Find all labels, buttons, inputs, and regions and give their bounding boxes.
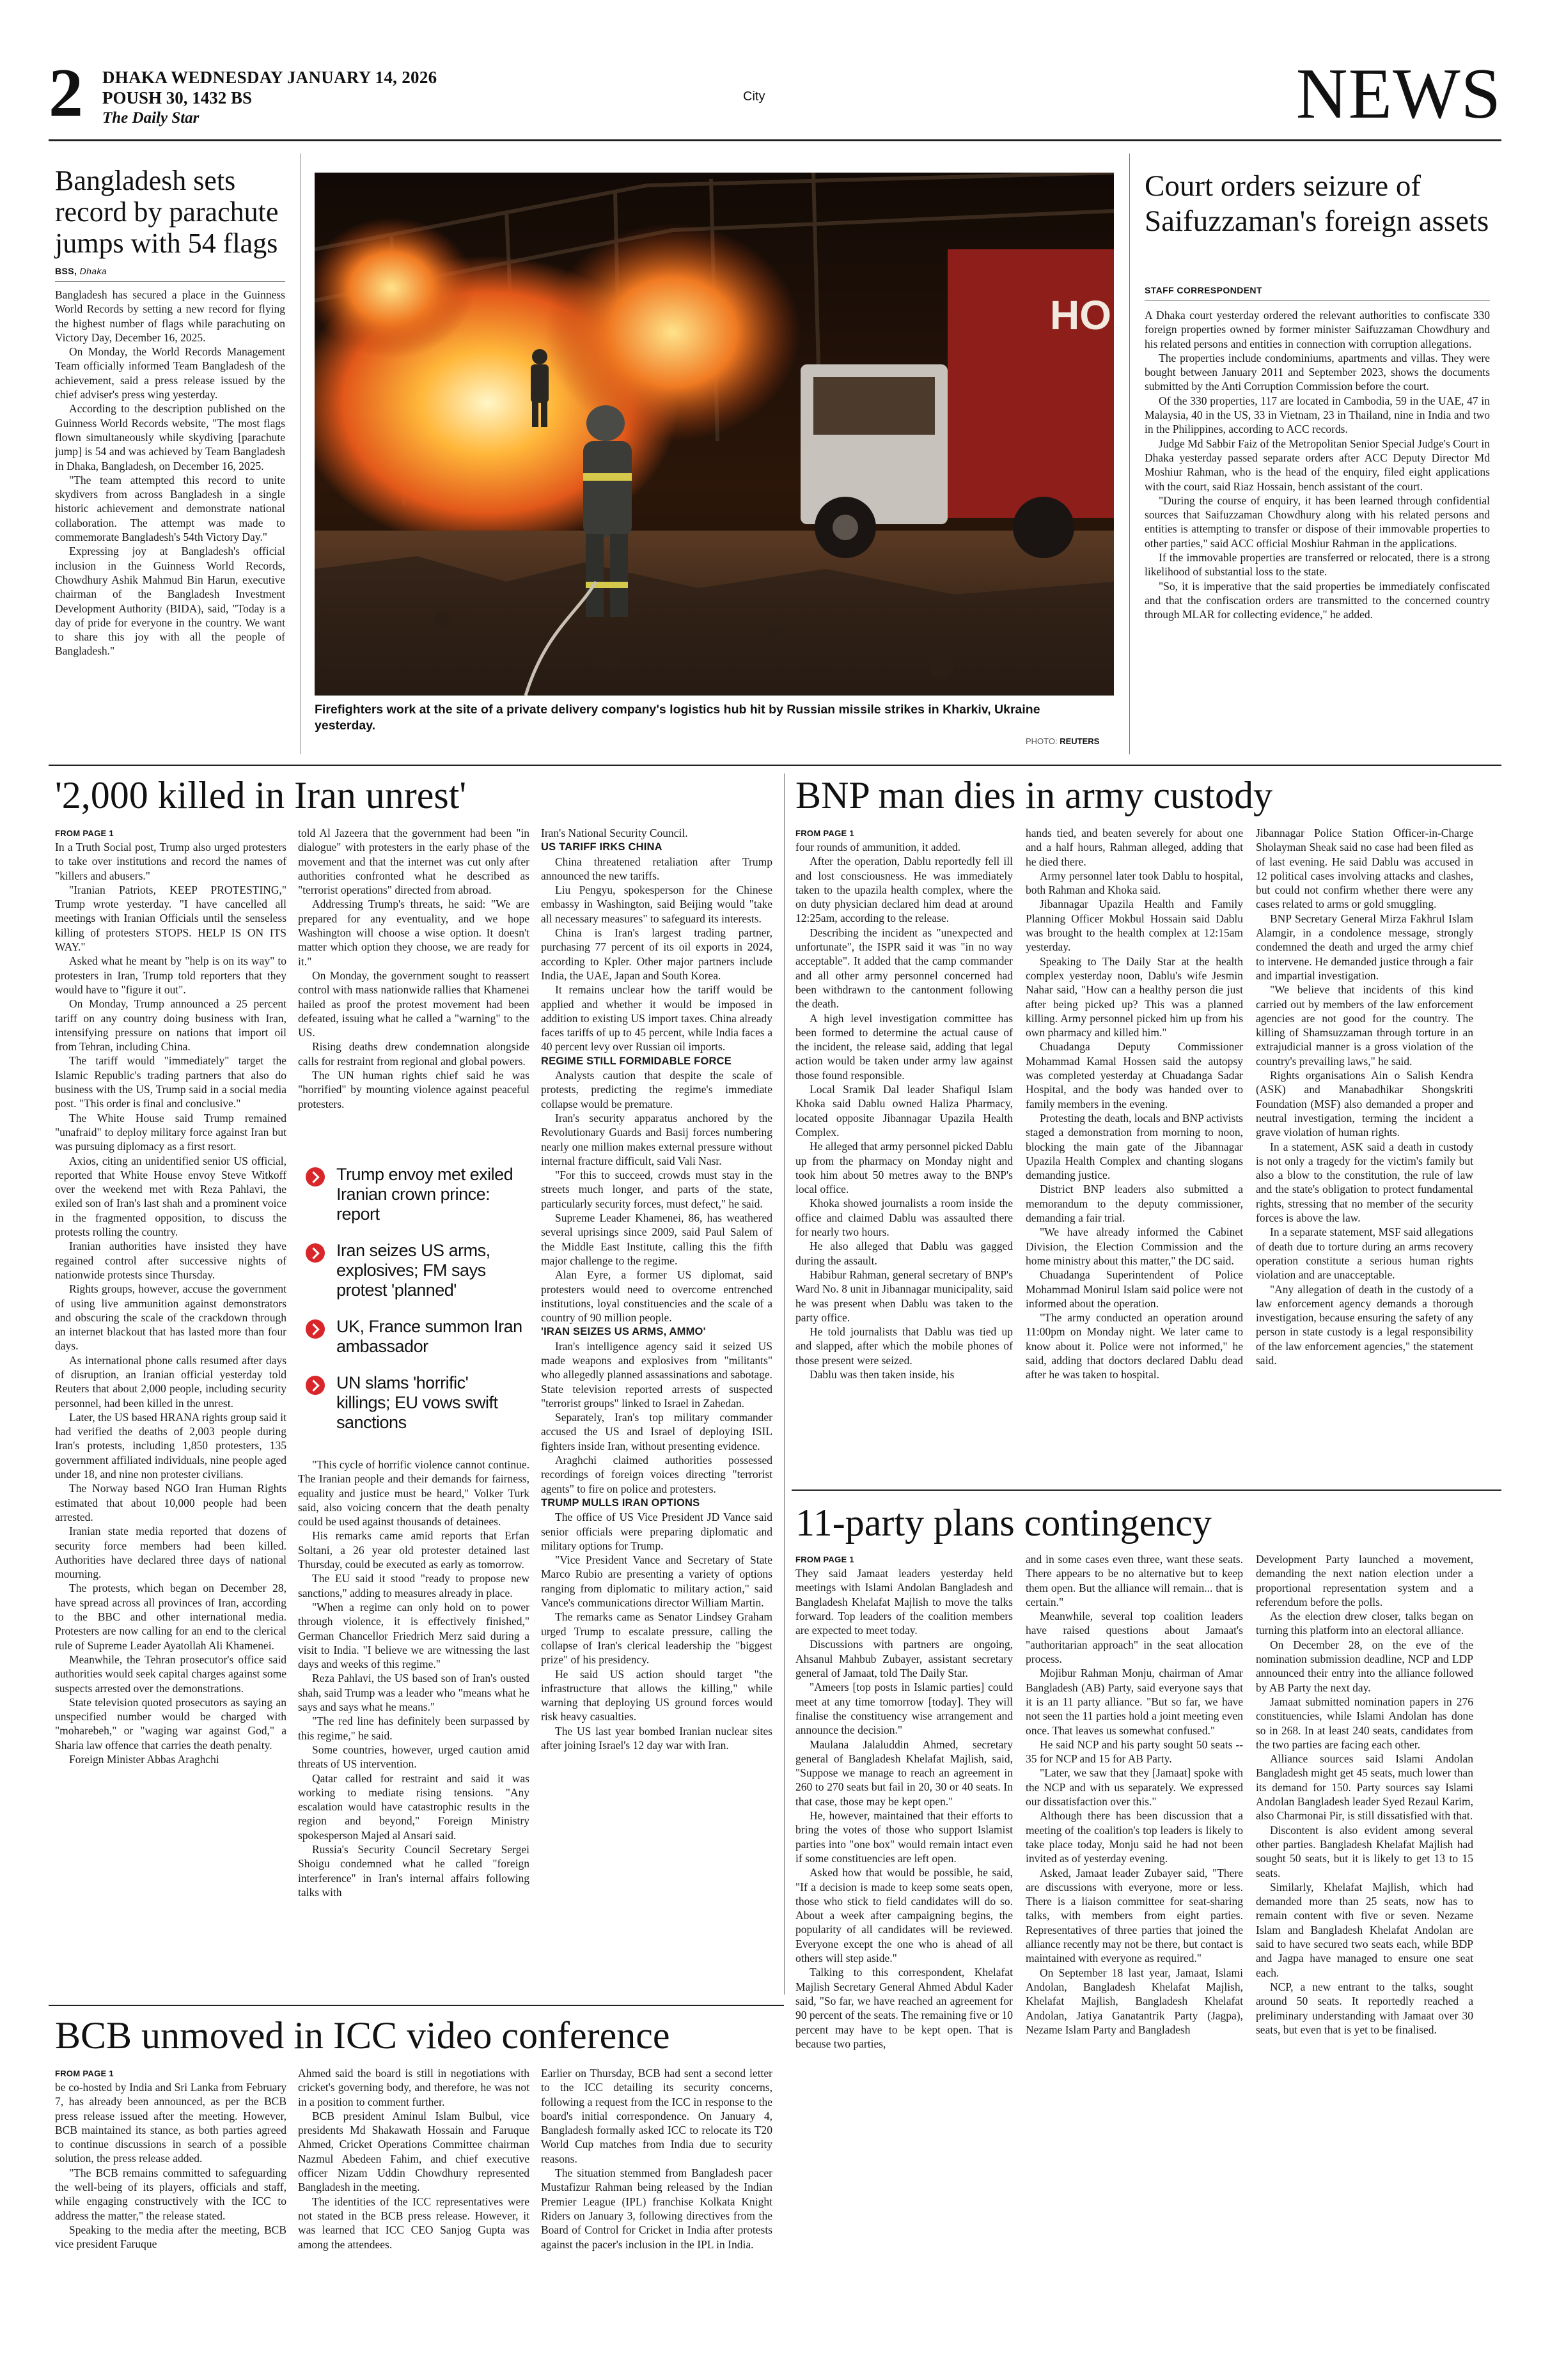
- paragraph: As international phone calls resumed after days of disruption, an Iranian official yesterday told Reuters that about 2,000 people, including security personnel, had been killed in the unrest.: [55, 1353, 286, 1410]
- photo-credit-source: REUTERS: [1060, 736, 1100, 746]
- paragraph: "This cycle of horrific violence cannot continue. The Iranian people and their demands for fairness, equality and justice must be heard," Volker Turk said, also voicing concern that the death penalty could be used against thousands of detainees.: [298, 1458, 529, 1528]
- arrow-icon: [306, 1319, 325, 1339]
- section-label: City: [743, 89, 765, 104]
- paragraph: It remains unclear how the tariff would be applied and whether it would be imposed in addition to existing US import taxes. China already faces tariffs of up to 45 percent, while India faces a 40 percent levy over Russian oil imports.: [541, 983, 772, 1054]
- related-item[interactable]: [306, 1241, 523, 1300]
- paragraph: Qatar called for restraint and said it was working to mediate rising tensions. "Any escalation would have catastrophic results in the region and beyond," Foreign Ministry spokesperson Majed al Ansari said.: [298, 1771, 529, 1842]
- paragraph: Bangladesh has secured a place in the Guinness World Records by setting a new record for flying the highest number of flags while parachuting on Victory Day, December 16, 2025.: [55, 288, 285, 344]
- paragraph: "When a regime can only hold on to power through violence, it is effectively finished," German Chancellor Friedrich Merz said during a visit to India. "I believe we are witnessing the last days and weeks of this regime.": [298, 1600, 529, 1671]
- paragraph: He said US action should target "the infrastructure that allows the killing," while warning that deploying US ground forces would risk heavy casualties.: [541, 1667, 772, 1723]
- paragraph: State television quoted prosecutors as saying an unspecified number would be charged with "moharebeh," or "waging war against God," a Sharia law offence that carries the death penalty.: [55, 1695, 286, 1752]
- paragraph: Analysts caution that despite the scale of protests, predicting the regime's immediate collapse would be premature.: [541, 1069, 772, 1110]
- paragraph: "The team attempted this record to unite skydivers from across Bangladesh in a single historic achievement and demonstrate national collaboration. The attempt was made to commemorate Bangladesh's 54th Victory Day.": [55, 473, 285, 544]
- arrow-icon: [306, 1243, 325, 1263]
- paragraph: "We have already informed the Cabinet Division, the Election Commission and the home ministry about this matter," the DC said.: [1026, 1225, 1243, 1267]
- paragraph: He said NCP and his party sought 50 seats -- 35 for NCP and 15 for AB Party.: [1026, 1738, 1243, 1766]
- paragraph: The protests, which began on December 28, have spread across all provinces of Iran, according to the BBC and other international media. Protesters are now calling for an end to the clerical rule of Supreme Leader Ayatollah Ali Khamenei.: [55, 1582, 286, 1652]
- paragraph: Reza Pahlavi, the US based son of Iran's ousted shah, said Trump was a leader who "means what he says and says what he means.": [298, 1672, 529, 1714]
- paragraph: The US last year bombed Iranian nuclear sites after joining Israel's 12 day war with Iran.: [541, 1724, 772, 1752]
- court-headline: Court orders seizure of Saifuzzaman's foreign assets: [1145, 169, 1489, 238]
- paragraph: Speaking to the media after the meeting, BCB vice president Faruque: [55, 2223, 286, 2251]
- paragraph: Asked how that would be possible, he said, "If a decision is made to keep some seats open, those who stick to field candidates will do so. About a week after campaigning begins, the popularity of all candidates will be reviewed. Everyone except the one who is ahead of all others will step aside.": [795, 1866, 1013, 1965]
- paragraph: Asked, Jamaat leader Zubayer said, "There are discussions with everyone, more or less. There is a liaison committee for seat-sharing talks, with members from eight parties. Representatives of three parties that joined the alliance recently may not be there, but contact is maintained with everyone as required.": [1026, 1866, 1243, 1965]
- paragraph: The identities of the ICC representatives were not stated in the BCB press release. However, it was learned that ICC CEO Sanjog Gupta was among the attendees.: [298, 2195, 529, 2251]
- paragraph: Iran's security apparatus anchored by the Revolutionary Guards and Basij forces numbering nearly one million makes external pressure without internal fracture difficult, said Vali Nasr.: [541, 1111, 772, 1167]
- paragraph: If the immovable properties are transferred or relocated, there is a strong likelihood of substantial loss to the state.: [1145, 551, 1490, 579]
- paragraph: A high level investigation committee has been formed to determine the actual cause of the incident, the release said, adding that legal action would be taken under army law against those found responsible.: [795, 1011, 1013, 1082]
- paragraph: Rights organisations Ain o Salish Kendra (ASK) and Manabadhikar Shongskriti Foundation (MSF) also demanded a proper and neutral investigation, terming the incident a grave violation of human rights.: [1256, 1069, 1473, 1139]
- paragraph: Similarly, Khelafat Majlish, which had demanded more than 25 seats, now has to remain content with five or seven. Nezame Islam and Bangladesh Khelafat Andolan are said to have secured two seats each, while BDP and Jagpa have managed to ensure one seat each.: [1256, 1880, 1473, 1979]
- paragraph: "Ameers [top posts in Islamic parties] could meet at any time tomorrow [today]. They will finalise the constituency wise arrangement and announce the decision.": [795, 1681, 1013, 1737]
- iran-headline: '2,000 killed in Iran unrest': [55, 774, 467, 816]
- paragraph: They said Jamaat leaders yesterday held meetings with Islami Andolan Bangladesh and Bangladesh Khelafat Majlish to move the talks forward. Top leaders of the coalition members are expected to meet today.: [795, 1567, 1013, 1637]
- paragraph: He told journalists that Dablu was tied up and slapped, after which the mobile phones of those present were seized.: [795, 1325, 1013, 1367]
- paragraph: Development Party launched a movement, demanding the next nation election under a proportional representation system and a referendum before the polls.: [1256, 1553, 1473, 1608]
- court-byline: STAFF CORRESPONDENT: [1145, 285, 1262, 295]
- paragraph: China is Iran's largest trading partner, purchasing 77 percent of its oil exports in 2024, according to Kpler. Other major partners include India, the UAE, Japan and South Korea.: [541, 926, 772, 982]
- paragraph: "The BCB remains committed to safeguarding the well-being of its players, officials and staff, while engaging constructively with the ICC to address the matter," the release stated.: [55, 2166, 286, 2222]
- paragraph: Chuadanga Superintendent of Police Mohammad Monirul Islam said police were not informed about the operation.: [1026, 1268, 1243, 1310]
- related-box: [306, 1165, 523, 1446]
- paragraph: Foreign Minister Abbas Araghchi: [69, 1753, 219, 1766]
- paragraph: Some countries, however, urged caution amid threats of US intervention.: [298, 1743, 529, 1771]
- bnp-from-label: FROM PAGE 1: [795, 828, 854, 838]
- party-headline: 11-party plans contingency: [795, 1502, 1212, 1544]
- paragraph: The tariff would "immediately" target the Islamic Republic's trading partners that also do business with the US, Trump said in a social media post. "This order is final and conclusive.": [55, 1054, 286, 1110]
- photo-credit-label: PHOTO:: [1026, 736, 1058, 746]
- paragraph: Army personnel later took Dablu to hospital, both Rahman and Khoka said.: [1026, 869, 1243, 897]
- paragraph: Describing the incident as "unexpected and unfortunate", the ISPR said it was "in no way acceptable". It added that the camp commander and all other army personnel concerned had been withdrawn to the cantonment following the death.: [795, 926, 1013, 1011]
- related-item[interactable]: [306, 1317, 523, 1357]
- iran-column-2-top: [298, 826, 529, 1162]
- paragraph: On December 28, on the eve of the nomination submission deadline, NCP and LDP announced their entry into the alliance followed by AB Party the next day.: [1256, 1638, 1473, 1694]
- paragraph: On Monday, the government sought to reassert control with mass nationwide rallies that Khamenei hailed as proof the protest movement had been defeated, issuing what he called a "warning" to the US.: [298, 968, 529, 1039]
- vertical-divider-middle: [784, 774, 785, 1995]
- paragraph: Iranian authorities have insisted they have regained control after successive nights of nationwide protests since Thursday.: [55, 1240, 286, 1281]
- parachute-headline: Bangladesh sets record by parachute jumps with 54 flags: [55, 165, 279, 259]
- paragraph: "The army conducted an operation around 11:00pm on Monday night. We later came to know about it. Police were not informed," he said, adding that doctors declared Dablu dead after he was taken to hospital.: [1026, 1311, 1243, 1381]
- party-column-1: [795, 1566, 1013, 2341]
- subhead: TRUMP MULLS IRAN OPTIONS: [541, 1497, 700, 1509]
- bnp-headline: BNP man dies in army custody: [795, 774, 1273, 816]
- paragraph: Alan Eyre, a former US diplomat, said protesters would need to overcome entrenched institutions, loyal constituencies and the scale of a country of 90 million people.: [541, 1268, 772, 1325]
- bcb-column-1: [55, 2080, 286, 2349]
- dateline: DHAKA WEDNESDAY JANUARY 14, 2026: [102, 68, 437, 87]
- iran-from-label: FROM PAGE 1: [55, 828, 114, 838]
- related-item-label: Trump envoy met exiled Iranian crown prince: report: [336, 1165, 513, 1224]
- paragraph: "We believe that incidents of this kind carried out by members of the law enforcement agencies are not good for the country. The killing of Shamsuzzaman through torture in an extrajudicial manner is a gross violation of the country's prevailing laws," he said.: [1256, 983, 1473, 1068]
- arrow-icon: [306, 1376, 325, 1395]
- paragraph: Liu Pengyu, spokesperson for the Chinese embassy in Washington, said Beijing would "take all necessary measures" to safeguard its interests.: [541, 883, 772, 925]
- fire-small: [315, 217, 474, 358]
- subhead: REGIME STILL FORMIDABLE FORCE: [541, 1055, 732, 1067]
- fire-photo: [315, 173, 1114, 696]
- paragraph: Judge Md Sabbir Faiz of the Metropolitan Senior Special Judge's Court in Dhaka yesterday passed separate orders after ACC Deputy Director Md Moshiur Rahman, who is the head of the enquiry, filed eight applications with the court, said Riaz Hossain, bench assistant of the court.: [1145, 437, 1490, 493]
- svg-text:HO: HO: [1050, 292, 1111, 338]
- section-title: NEWS: [1296, 54, 1501, 134]
- paragraph: District BNP leaders also submitted a memorandum to the deputy commissioner, demanding a fair trial.: [1026, 1183, 1243, 1225]
- iran-column-1: [55, 840, 286, 1997]
- paragraph: Protesting the death, locals and BNP activists staged a demonstration from morning to noon, blocking the main gate of the Jibannagar Upazila Health Complex and chanting slogans demanding justice.: [1026, 1111, 1243, 1182]
- subhead: US TARIFF IRKS CHINA: [541, 841, 662, 853]
- party-from-label: FROM PAGE 1: [795, 1555, 854, 1564]
- vertical-divider-top-right: [1129, 153, 1130, 754]
- paragraph: Ahmed said the board is still in negotiations with cricket's governing body, and therefore, he was not in a position to comment further.: [298, 2067, 529, 2108]
- bnp-column-1: [795, 840, 1013, 1483]
- party-column-2: [1026, 1552, 1243, 2341]
- bangla-date: POUSH 30, 1432 BS: [102, 88, 253, 107]
- paragraph: Jibannagar Police Station Officer-in-Charge Sholayman Sheak said no case had been filed as of last evening. He said Dablu was accused in 12 political cases involving attacks and clashes, but could not confirm whether there were any cases related to arms or gold smuggling.: [1256, 827, 1473, 911]
- related-item-label: UN slams 'horrific' killings; EU vows swift sanctions: [336, 1373, 498, 1432]
- arrow-icon: [306, 1167, 325, 1186]
- paragraph: Meanwhile, several top coalition leaders have raised questions about Jamaat's "authoritarian approach" in the seat allocation process.: [1026, 1610, 1243, 1666]
- paragraph: and in some cases even three, want these seats. There appears to be no alternative but to keep them open. But the alliance will remain... that is certain.": [1026, 1553, 1243, 1608]
- photo-caption: Firefighters work at the site of a private delivery company's logistics hub hit by Russian missile strikes in Kharkiv, Ukraine yesterday.: [315, 703, 1040, 733]
- paragraph: Iranian state media reported that dozens of security force members had been killed. Authorities have declared three days of national mourning.: [55, 1525, 286, 1581]
- related-item-label: UK, France summon Iran ambassador: [336, 1317, 522, 1356]
- parachute-body: [55, 288, 285, 748]
- paragraph: Maulana Jalaluddin Ahmed, secretary general of Bangladesh Khelafat Majlish, said, "Suppose we manage to reach an agreement in 260 to 270 seats but fail in 20, 30 or 40 seats. In that case, those may be kept open.": [795, 1738, 1013, 1808]
- paragraph: BCB president Aminul Islam Bulbul, vice presidents Md Shakawath Hossain and Faruque Ahmed, Cricket Operations Committee chairman Nazmul Abedeen Fahim, and chief executive officer Nizam Uddin Chowdhury represented Bangladesh in the meeting.: [298, 2109, 529, 2194]
- paragraph: Later, the US based HRANA rights group said it had verified the deaths of 2,003 people during Iran's protests, including 1,850 protesters, 135 government affiliated individuals, nine people aged under 18, and nine non protester civilians.: [55, 1410, 286, 1481]
- paragraph: BNP Secretary General Mirza Fakhrul Islam Alamgir, in a condolence message, strongly condemned the death and urged the army chief to intervene. He demanded justice through a fair and impartial investigation.: [1256, 912, 1473, 982]
- paragraph: The remarks came as Senator Lindsey Graham urged Trump to escalate pressure, calling the collapse of Iran's clerical leadership the "biggest prize" of his presidency.: [541, 1610, 772, 1667]
- paragraph: On September 18 last year, Jamaat, Islami Andolan, Bangladesh Khelafat Majlish, Khelafat Majlish, Bangladesh Khelafat Andolan, Jatiya Ganatantrik Party (Jagpa), Nezame Islam Party and Bangladesh: [1026, 1966, 1243, 2036]
- paragraph: He, however, maintained that their efforts to bring the votes of those who support Islamist parties into "one box" would remain intact even if some constituencies are left open.: [795, 1809, 1013, 1865]
- iran-column-3: [541, 826, 772, 1997]
- paragraph: be co-hosted by India and Sri Lanka from February 7, has already been announced, as per the BCB press release issued after the meeting. However, BCB maintained its stance, as both parties agreed to continue discussions in search of a possible solution, the press release added.: [55, 2081, 286, 2165]
- paragraph: Local Sramik Dal leader Shafiqul Islam Khoka said Dablu owned Haliza Pharmacy, located opposite Jibannagar Upazila Health Complex.: [795, 1083, 1013, 1139]
- paragraph: The properties include condominiums, apartments and villas. They were bought between January 2011 and September 2023, shows the documents submitted by the Anti Corruption Commission before the court.: [1145, 351, 1490, 393]
- paragraph: Expressing joy at Bangladesh's official inclusion in the Guinness World Records, Chowdhury Ashik Mahmud Bin Harun, executive chairman of the Bangladesh Investment Development Authority (BIDA), said, "Today is a day of pride for everyone in the country. We want to share this joy with all the people of Bangladesh.": [55, 545, 285, 658]
- paragraph: Of the 330 properties, 117 are located in Cambodia, 59 in the UAE, 47 in Malaysia, 40 in the US, 33 in Vietnam, 23 in Thailand, nine in India and two in the Philippines, according to ACC records.: [1145, 394, 1490, 436]
- paragraph: The White House said Trump remained "unafraid" to deploy military force against Iran but was pursuing diplomacy as a first resort.: [55, 1111, 286, 1153]
- page-number: 2: [49, 55, 83, 131]
- paragraph: The EU said it stood "ready to propose new sanctions," adding to measures already in place.: [298, 1572, 529, 1599]
- related-item-label: Iran seizes US arms, explosives; FM says protest 'planned': [336, 1241, 490, 1300]
- paragraph: His remarks came amid reports that Erfan Soltani, a 26 year old protester detained last Thursday, could be executed as early as tomorrow.: [298, 1529, 529, 1571]
- paragraph: The Norway based NGO Iran Human Rights estimated that about 10,000 people had been arrested.: [55, 1482, 286, 1523]
- paragraph: Supreme Leader Khamenei, 86, has weathered several uprisings since 2009, said Paul Salem of the Middle East Institute, calling this the fifth major challenge to the regime.: [541, 1211, 772, 1267]
- paragraph: Talking to this correspondent, Khelafat Majlish Secretary General Ahmed Abdul Kader said, "So far, we have reached an agreement for 90 percent of the seats. The remaining five or 10 percent may have to be kept open. That is because two parties,: [795, 1966, 1013, 2050]
- paragraph: "Iranian Patriots, KEEP PROTESTING," Trump wrote yesterday. "I have cancelled all meetings with Iranian Officials until the senseless killing of protesters STOPS. HELP IS ON ITS WAY.": [55, 883, 286, 954]
- paragraph: "Later, we saw that they [Jamaat] spoke with the NCP and with us separately. We expressed our dissatisfaction over this.": [1026, 1766, 1243, 1808]
- paragraph: The situation stemmed from Bangladesh pacer Mustafizur Rahman being released by the Indian Premier League (IPL) franchise Kolkata Knight Riders on January 3, following directives from the Board of Control for Cricket in India after protests against the pacer's inclusion in the IPL in India.: [541, 2166, 772, 2251]
- party-column-3: [1256, 1552, 1473, 2341]
- paragraph: Iran's National Security Council.: [541, 827, 688, 839]
- paragraph: Alliance sources said Islami Andolan Bangladesh might get 45 seats, much lower than its demand for 150. Party sources say Islami Andolan Bangladesh leader Syed Rezaul Karim, also Charmonai Pir, is still dissatisfied with that.: [1256, 1752, 1473, 1823]
- paragraph: Iran's intelligence agency said it seized US made weapons and explosives from "militants" who allegedly planned assassinations and sabotage. State television reported arrests of suspected "terrorist groups" linked to Israel in Zahedan.: [541, 1339, 772, 1410]
- paragraph: Meanwhile, the Tehran prosecutor's office said authorities would seek capital charges against some suspects arrested over the demonstrations.: [55, 1653, 286, 1695]
- paragraph: As the election drew closer, talks began on turning this platform into an electoral alliance.: [1256, 1610, 1473, 1637]
- paragraph: The UN human rights chief said he was "horrified" by mounting violence against peaceful protesters.: [298, 1069, 529, 1110]
- row-divider-3: [49, 2005, 784, 2006]
- parachute-byline-place: Dhaka: [79, 266, 107, 276]
- paragraph: China threatened retaliation after Trump announced the new tariffs.: [541, 855, 772, 882]
- paragraph: hands tied, and beaten severely for about one and a half hours, Rahman alleged, adding that he died there.: [1026, 827, 1243, 868]
- paragraph: Dablu was then taken inside, his: [810, 1367, 955, 1381]
- photo-credit: [1026, 736, 1099, 746]
- paragraph: "So, it is imperative that the said properties be immediately confiscated and that the confiscation orders are transmitted to the concerned country through MLAR for collecting evidence," he added.: [1145, 579, 1490, 621]
- paragraph: Habibur Rahman, general secretary of BNP's Ward No. 8 unit in Jibannagar municipality, said he was present when Dablu was taken to the party office.: [795, 1268, 1013, 1324]
- paragraph: In a statement, ASK said a death in custody is not only a tragedy for the victim's family but also a blow to the constitution, the rule of law and the state's obligation to protect fundamental rights, stressing that no member of the security forces is above the law.: [1256, 1140, 1473, 1225]
- paper-name: The Daily Star: [102, 109, 200, 127]
- court-body: [1145, 308, 1490, 749]
- paragraph: NCP, a new entrant to the talks, sought around 50 seats. It reportedly reached a preliminary understanding with Jamaat over 30 seats, but even that is yet to be finalised.: [1256, 1980, 1473, 2036]
- paragraph: "The red line has definitely been surpassed by this regime," he said.: [298, 1715, 529, 1742]
- bcb-column-2: [298, 2066, 529, 2349]
- paragraph: He alleged that army personnel picked Dablu up from the pharmacy on Monday night and took him about 50 metres away to the BNP's local office.: [795, 1140, 1013, 1196]
- iran-column-2-bottom: [298, 1458, 529, 1996]
- paragraph: Jamaat submitted nomination papers in 276 constituencies, while Islami Andolan has done so in 268. In at least 240 seats, candidates from the two parties are facing each other.: [1256, 1695, 1473, 1751]
- paragraph: Araghchi claimed authorities possessed recordings of foreign voices directing "terrorist agents" to fire on police and protesters.: [541, 1454, 772, 1495]
- paragraph: According to the description published on the Guinness World Records website, "The most flags flown simultaneously while skydiving [parachute jump] is 54 and was achieved by Team Bangladesh in Dhaka, Bangladesh, on December 16, 2025.: [55, 402, 285, 472]
- paragraph: four rounds of ammunition, it added.: [795, 841, 961, 853]
- paragraph: In a Truth Social post, Trump also urged protesters to take over institutions and record the names of "killers and abusers.": [55, 841, 286, 882]
- paragraph: Rights groups, however, accuse the government of using live ammunition against demonstrators and obscuring the scale of the crackdown through an internet blackout that has lasted more than four days.: [55, 1282, 286, 1353]
- bcb-headline: BCB unmoved in ICC video conference: [55, 2014, 670, 2057]
- paragraph: "Any allegation of death in the custody of a law enforcement agency demands a thorough investigation, because ensuring the safety of any person in state custody is a legal responsibility of the law enforcement agencies," the statement said.: [1256, 1282, 1473, 1367]
- parachute-byline-agency: BSS,: [55, 266, 77, 276]
- bnp-column-2: [1026, 826, 1243, 1483]
- court-rule: [1145, 300, 1490, 301]
- row-divider-1: [49, 765, 1501, 766]
- related-item[interactable]: [306, 1373, 523, 1433]
- paragraph: Mojibur Rahman Monju, chairman of Amar Bangladesh (AB) Party, said everyone says that it is an 11 party alliance. "But so far, we have not seen the 11 parties hold a joint meeting even once. That leaves us somewhat confused.": [1026, 1667, 1243, 1737]
- paragraph: Earlier on Thursday, BCB had sent a second letter to the ICC detailing its security concerns, following a request from the ICC in response to the board's initial correspondence. On January 4, Bangladesh formally asked ICC to relocate its T20 World Cup matches from India due to security reasons.: [541, 2067, 772, 2165]
- paragraph: told Al Jazeera that the government had been "in dialogue" with protesters in the early phase of the movement and that the internet was cut only after authorities confronted what he described as "terrorist operations" directed from abroad.: [298, 827, 529, 897]
- paragraph: Jibannagar Upazila Health and Family Planning Officer Mokbul Hossain said Dablu was brought to the health complex at 12:15am yesterday.: [1026, 898, 1243, 954]
- paragraph: The office of US Vice President JD Vance said senior officials were preparing diplomatic and military options for Trump.: [541, 1511, 772, 1552]
- paragraph: After the operation, Dablu reportedly fell ill and lost consciousness. He was immediately taken to the upazila health complex, where the on duty physician declared him dead at around 12:25am, according to the release.: [795, 855, 1013, 925]
- parachute-rule: [55, 281, 285, 282]
- paragraph: Although there has been discussion that a meeting of the coalition's top leaders is likely to take place today, Monju said he had not been invited as of yesterday evening.: [1026, 1809, 1243, 1865]
- bnp-column-3: [1256, 826, 1473, 1483]
- bcb-from-label: FROM PAGE 1: [55, 2069, 114, 2078]
- paragraph: Separately, Iran's top military commander accused the US and Israel of deploying ISIL fighters inside Iran, without presenting evidence.: [541, 1411, 772, 1452]
- paragraph: In a separate statement, MSF said allegations of death due to torture during an arms recovery operation constitute a serious human rights violation and are unacceptable.: [1256, 1225, 1473, 1282]
- bcb-column-3: [541, 2066, 772, 2349]
- fire-secondary: [545, 224, 801, 441]
- paragraph: Khoka showed journalists a room inside the office and claimed Dablu was assaulted there for nearly two hours.: [795, 1197, 1013, 1239]
- subhead: 'IRAN SEIZES US ARMS, AMMO': [541, 1326, 706, 1338]
- paragraph: Discontent is also evident among several other parties. Bangladesh Khelafat Majlish had sought 50 seats, but it is likely to get 13 to 15 seats.: [1256, 1823, 1473, 1879]
- paragraph: Addressing Trump's threats, he said: "We are prepared for any eventuality, and we hope Washington will choose a wise option. It doesn't matter which option they choose, we are ready for it.": [298, 898, 529, 968]
- paragraph: A Dhaka court yesterday ordered the relevant authorities to confiscate 330 foreign properties owned by former minister Saifuzzaman Chowdhury and his related persons and entities in connection with corruption allegations.: [1145, 309, 1490, 350]
- paragraph: On Monday, the World Records Management Team officially informed Team Bangladesh of the achievement, said a press release issued by the chief adviser's press wing yesterday.: [55, 345, 285, 401]
- paragraph: Rising deaths drew condemnation alongside calls for restraint from regional and global powers.: [298, 1040, 529, 1068]
- masthead-rule: [49, 139, 1501, 141]
- paragraph: He also alleged that Dablu was gagged during the assault.: [795, 1240, 1013, 1267]
- paragraph: Discussions with partners are ongoing, Ahsanul Mahbub Zubayer, assistant secretary general of Jamaat, told The Daily Star.: [795, 1638, 1013, 1680]
- paragraph: Chuadanga Deputy Commissioner Mohammad Kamal Hossen said the autopsy was completed yesterday at Chuadanga Sadar Hospital, and the body was handed over to family members in the evening.: [1026, 1040, 1243, 1110]
- paragraph: Speaking to The Daily Star at the health complex yesterday noon, Dablu's wife Jesmin Nahar said, "How can a healthy person die just after being picked up? This was a planned killing. Army personnel picked him up from his own pharmacy and killed him.": [1026, 954, 1243, 1039]
- paragraph: "For this to succeed, crowds must stay in the streets much longer, and parts of the state, particularly security forces, must defect," he said.: [541, 1169, 772, 1210]
- paragraph: On Monday, Trump announced a 25 percent tariff on any country doing business with Iran, intensifying pressure on nations that import oil from Tehran, including China.: [55, 997, 286, 1054]
- parachute-byline: [55, 266, 107, 276]
- related-item[interactable]: [306, 1165, 523, 1224]
- row-divider-2: [792, 1489, 1501, 1491]
- paragraph: Russia's Security Council Secretary Sergei Shoigu condemned what he called "foreign interference" in Iran's internal affairs following talks with: [298, 1843, 529, 1899]
- paragraph: "Vice President Vance and Secretary of State Marco Rubio are presenting a variety of options ranging from diplomatic to military action," said Vance's communications director William Martin.: [541, 1553, 772, 1610]
- paragraph: Asked what he meant by "help is on its way" to protesters in Iran, Trump told reporters that they would have to "figure it out".: [55, 954, 286, 996]
- paragraph: Axios, citing an unidentified senior US official, reported that White House envoy Steve Witkoff over the weekend met with Reza Pahlavi, the exiled son of Iran's last shah and a prominent voice in the fragmented opposition, to discuss the protests rolling the country.: [55, 1154, 286, 1239]
- paragraph: "During the course of enquiry, it has been learned through confidential sources that Saifuzzaman Chowdhury along with his related persons and entities is attempting to transfer or dispose of their immovable properties to other parties," said ACC official Moshiur Rahman in the applications.: [1145, 494, 1490, 550]
